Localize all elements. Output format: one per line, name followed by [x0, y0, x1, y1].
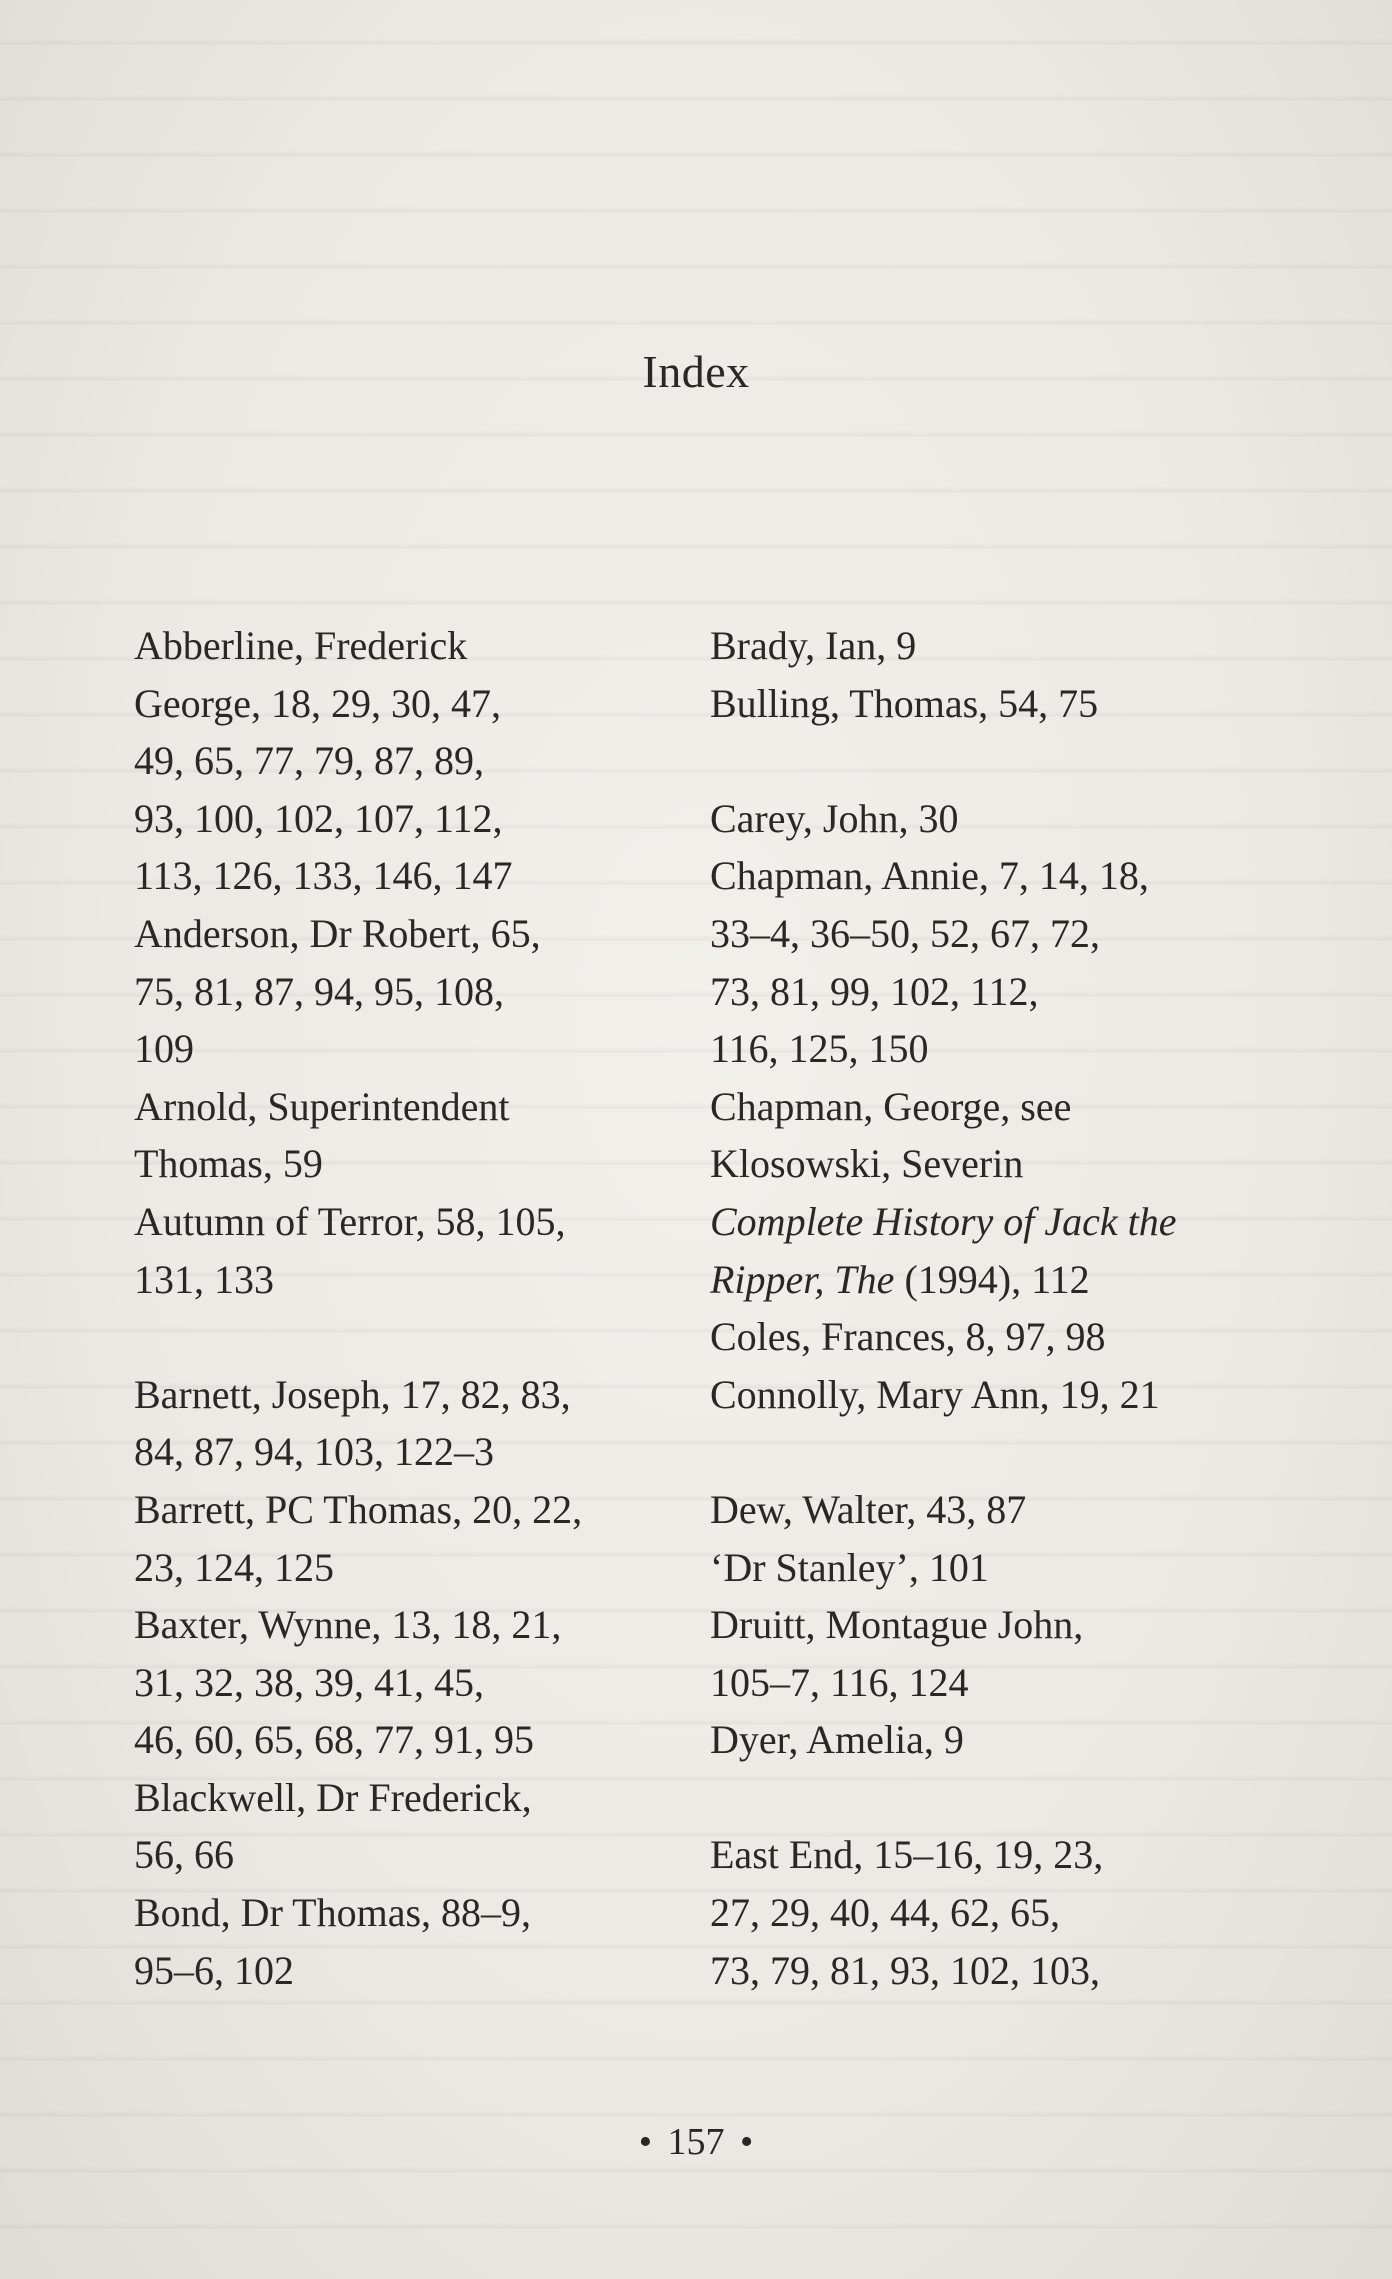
index-entry: Barnett, Joseph, 17, 82, 83, 84, 87, 94, 103, 122–3	[134, 1371, 571, 1475]
index-entry: Bond, Dr Thomas, 88–9, 95–6, 102	[134, 1890, 532, 1993]
index-entry: Dyer, Amelia, 9	[710, 1717, 964, 1763]
index-entry: Coles, Frances, 8, 97, 98	[710, 1314, 1106, 1360]
index-entry: Arnold, Superintendent Thomas, 59	[134, 1083, 510, 1187]
index-entry: Chapman, George, see Klosowski, Severin	[710, 1083, 1072, 1187]
page-title: Index	[642, 346, 750, 397]
index-entry: Complete History of Jack the Ripper, The (1994), 112	[710, 1198, 1177, 1302]
index-entry: Autumn of Terror, 58, 105, 131, 133	[134, 1198, 566, 1302]
index-entry: Brady, Ian, 9	[710, 623, 917, 668]
index-entry: Connolly, Mary Ann, 19, 21	[710, 1371, 1160, 1417]
index-entry: Dew, Walter, 43, 87	[710, 1486, 1027, 1532]
index-entry: Barrett, PC Thomas, 20, 22, 23, 124, 125	[134, 1486, 583, 1590]
index-column-right	[710, 617, 1270, 1999]
index-entry: Bulling, Thomas, 54, 75	[710, 680, 1099, 726]
page-number: • 157 •	[638, 2121, 754, 2163]
index-entry: ‘Dr Stanley’, 101	[710, 1544, 989, 1590]
index-entry: Carey, John, 30	[710, 795, 959, 841]
index-entry: Abberline, Frederick George, 18, 29, 30, 47, 49, 65, 77, 79, 87, 89, 93, 100, 102, 107, 112, 113, 126, 133, 146, 147	[134, 623, 513, 899]
index-column-left	[134, 617, 694, 1999]
index-entry: East End, 15–16, 19, 23, 27, 29, 40, 44, 62, 65, 73, 79, 81, 93, 102, 103,	[710, 1832, 1104, 1993]
index-entry: Druitt, Montague John, 105–7, 116, 124	[710, 1602, 1084, 1705]
index-entry: Blackwell, Dr Frederick, 56, 66	[134, 1774, 532, 1878]
index-entry: Anderson, Dr Robert, 65, 75, 81, 87, 94, 95, 108, 109	[134, 910, 541, 1072]
index-entry: Chapman, Annie, 7, 14, 18, 33–4, 36–50, 52, 67, 72, 73, 81, 99, 102, 112, 116, 125, 150	[710, 853, 1149, 1072]
index-entry: Baxter, Wynne, 13, 18, 21, 31, 32, 38, 39, 41, 45, 46, 60, 65, 68, 77, 91, 95	[134, 1602, 562, 1763]
